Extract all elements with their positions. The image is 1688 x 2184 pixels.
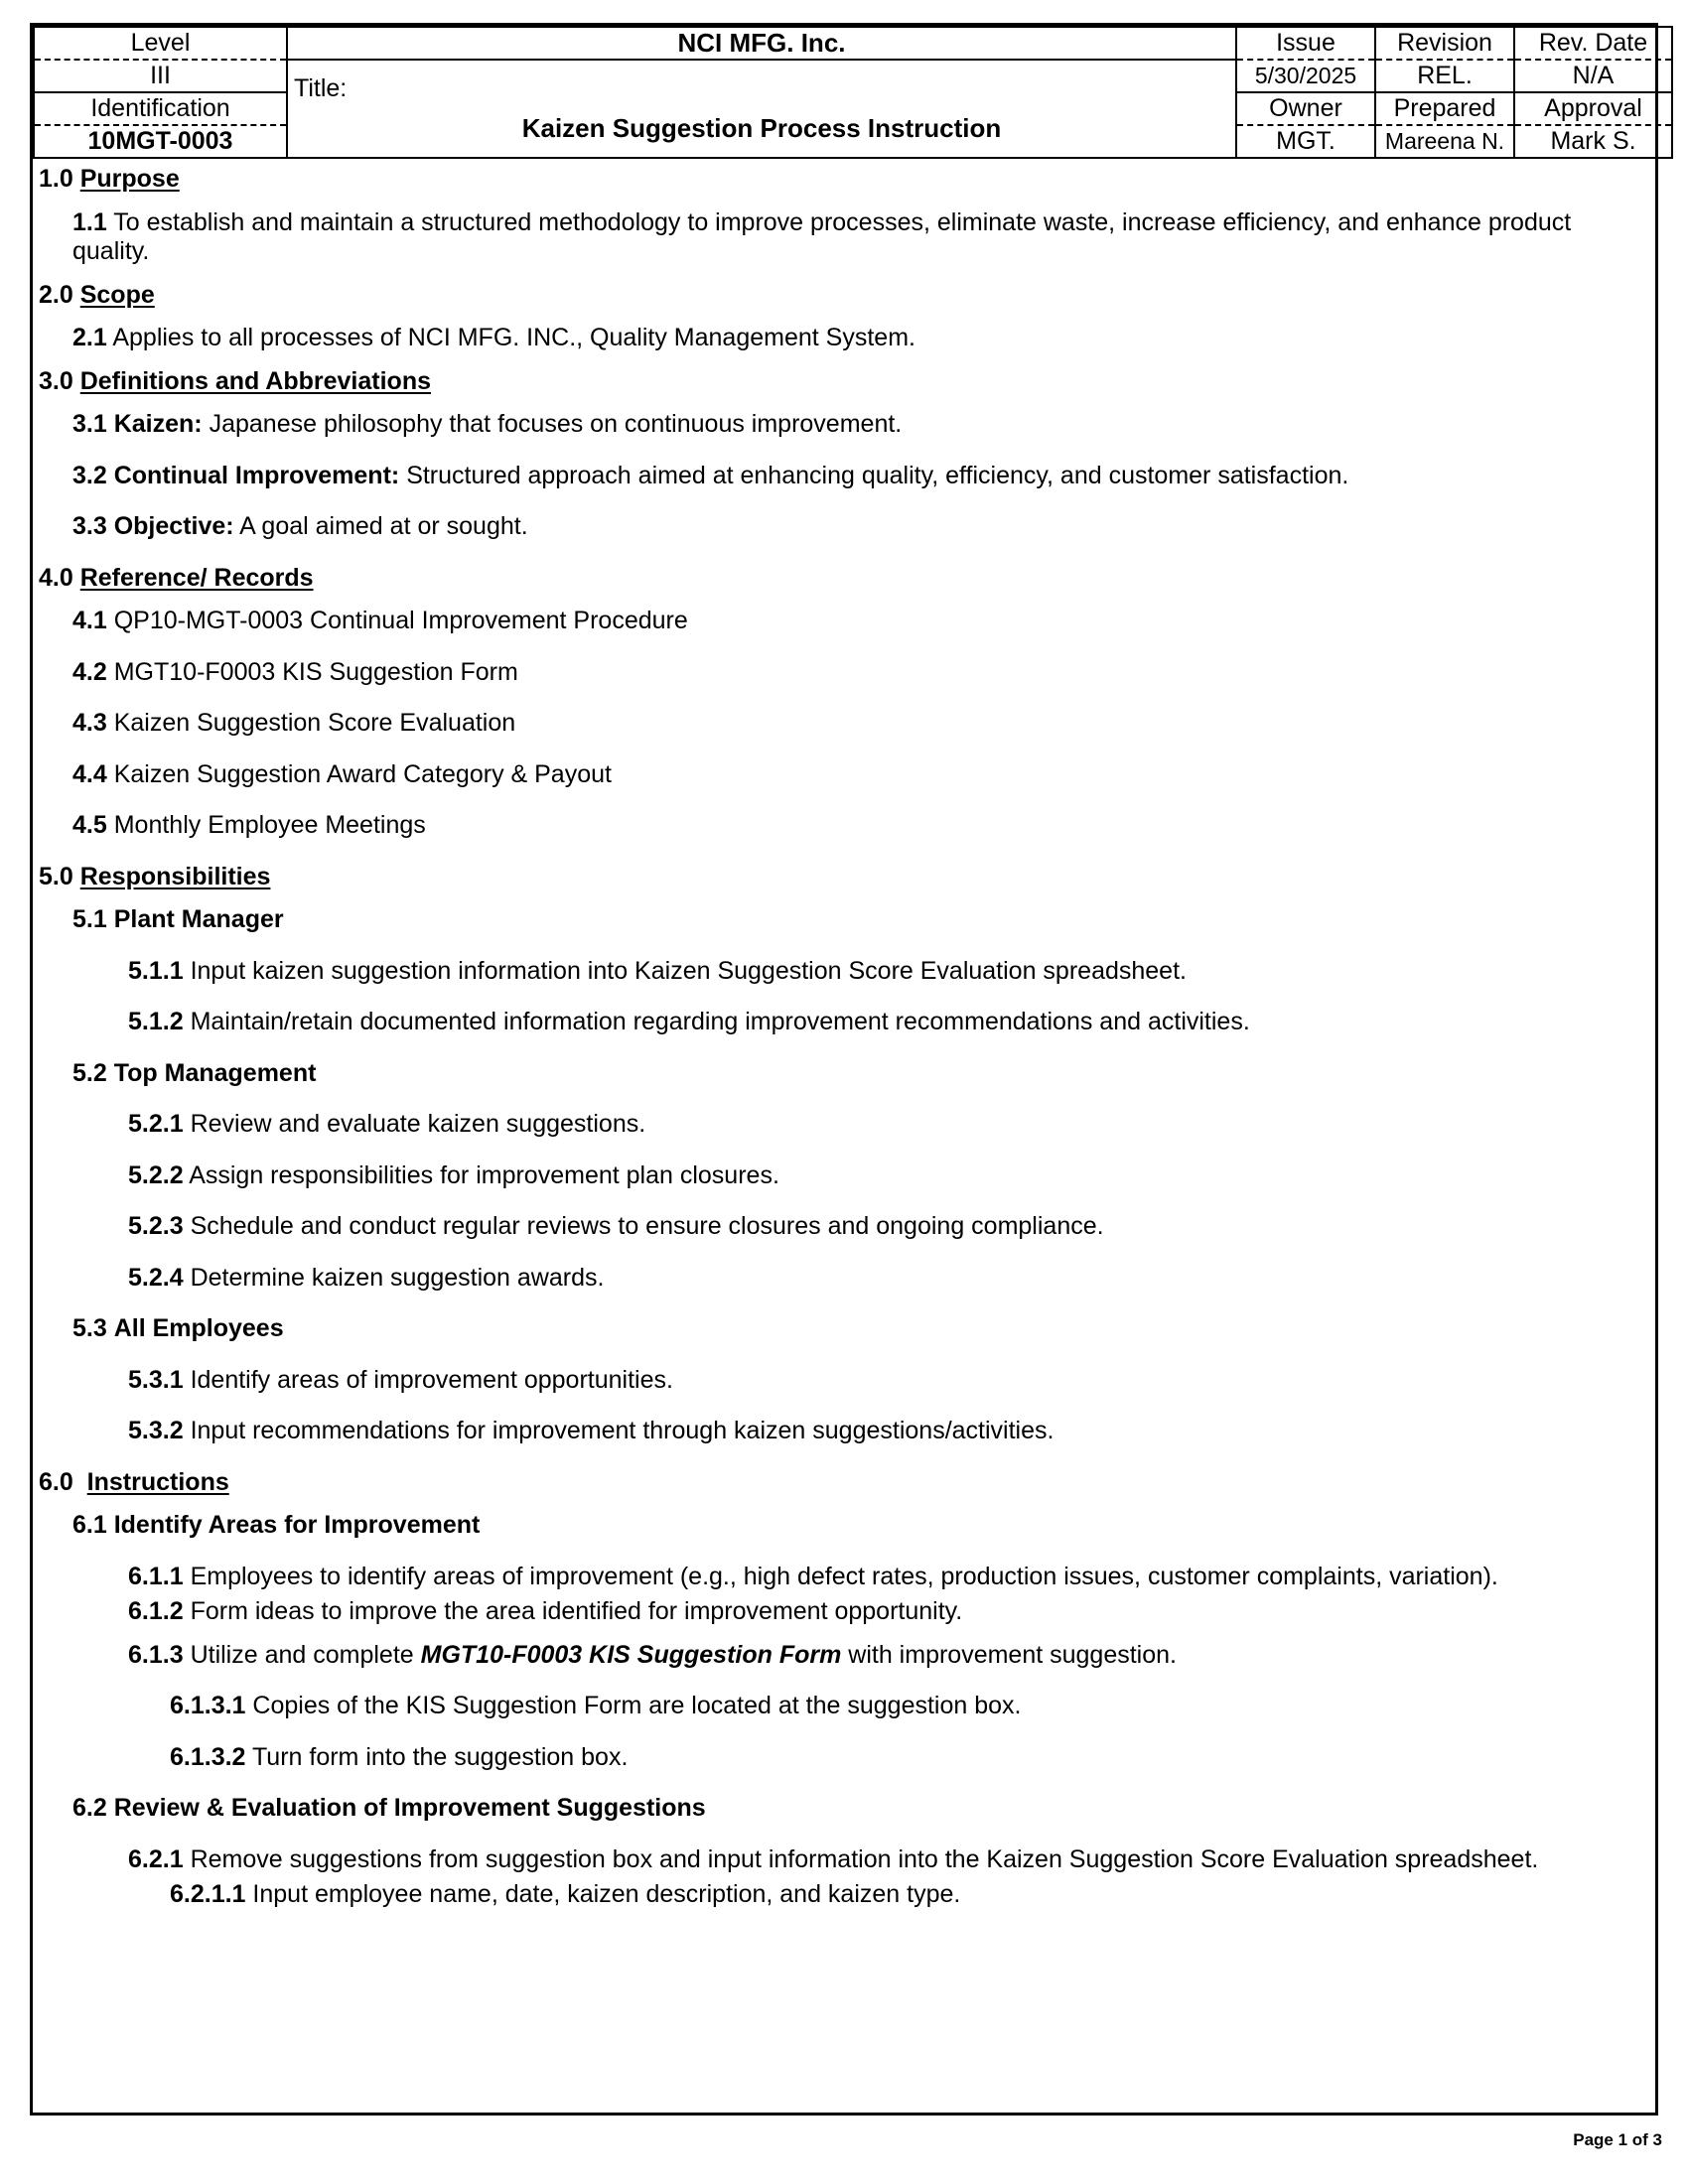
clause-5-2-1: 5.2.1 Review and evaluate kaizen suggestions. — [128, 1110, 646, 1138]
header-issue-label: Issue — [1236, 27, 1375, 60]
clause-6-1-2: 6.1.2 Form ideas to improve the area identified for improvement opportunity. — [128, 1597, 963, 1625]
header-row-2 — [34, 60, 1672, 92]
header-issue-value: 5/30/2025 — [1236, 60, 1375, 92]
clause-3-1: 3.1 Kaizen: Japanese philosophy that focuses on continuous improvement. — [72, 410, 903, 438]
header-company-name: NCI MFG. Inc. — [287, 27, 1236, 60]
section-heading-purpose: 1.0 Purpose — [39, 165, 180, 193]
header-prepared-label: Prepared — [1375, 92, 1514, 125]
clause-6-1-1: 6.1.1 Employees to identify areas of improvement (e.g., high defect rates, production issues, customer complaints, variation). — [128, 1562, 1498, 1590]
section-heading-responsibilities: 5.0 Responsibilities — [39, 862, 271, 890]
clause-5-1-1: 5.1.1 Input kaizen suggestion information into Kaizen Suggestion Score Evaluation spreadsheet. — [128, 956, 1187, 985]
clause-6-1-3: 6.1.3 Utilize and complete MGT10-F0003 KIS Suggestion Form with improvement suggestion. — [128, 1640, 1177, 1669]
header-revision-label: Revision — [1375, 27, 1514, 60]
header-revdate-label: Rev. Date — [1514, 27, 1672, 60]
header-approval-label: Approval — [1514, 92, 1672, 125]
section-heading-references: 4.0 Reference/ Records — [39, 563, 314, 592]
clause-6-2-1: 6.2.1 Remove suggestions from suggestion box and input information into the Kaizen Suggestion Score Evaluation spreadsheet. — [128, 1844, 1539, 1873]
clause-5-3-1: 5.3.1 Identify areas of improvement opportunities. — [128, 1365, 673, 1394]
header-owner-label: Owner — [1236, 92, 1375, 125]
clause-6-2-1-1: 6.2.1.1 Input employee name, date, kaizen description, and kaizen type. — [170, 1880, 961, 1908]
clause-5-1-2: 5.1.2 Maintain/retain documented information regarding improvement recommendations and activities. — [128, 1008, 1250, 1035]
section-heading-scope: 2.0 Scope — [39, 280, 155, 309]
clause-4-2: 4.2 MGT10-F0003 KIS Suggestion Form — [72, 657, 518, 686]
subsection-6-1-identify-areas: 6.1 Identify Areas for Improvement — [72, 1511, 481, 1539]
clause-5-2-3: 5.2.3 Schedule and conduct regular reviews to ensure closures and ongoing compliance. — [128, 1212, 1104, 1240]
header-identification-value: 10MGT-0003 — [34, 125, 287, 158]
clause-3-3: 3.3 Objective: A goal aimed at or sought. — [72, 512, 528, 540]
header-prepared-value: Mareena N. — [1375, 125, 1514, 158]
header-row-1 — [34, 27, 1672, 60]
document-body — [33, 159, 1655, 1910]
header-revdate-value: N/A — [1514, 60, 1672, 92]
subsection-6-2-review-evaluation: 6.2 Review & Evaluation of Improvement Suggestions — [72, 1794, 706, 1822]
clause-2-1: 2.1 Applies to all processes of NCI MFG. INC., Quality Management System. — [72, 324, 915, 351]
section-heading-definitions: 3.0 Definitions and Abbreviations — [39, 366, 431, 395]
document-header-table — [33, 26, 1673, 159]
clause-3-2: 3.2 Continual Improvement: Structured approach aimed at enhancing quality, efficiency, and customer satisfaction. — [72, 461, 1349, 489]
header-revision-value: REL. — [1375, 60, 1514, 92]
subsection-5-2-top-management: 5.2 Top Management — [72, 1058, 317, 1087]
clause-4-3: 4.3 Kaizen Suggestion Score Evaluation — [72, 709, 516, 737]
clause-4-5: 4.5 Monthly Employee Meetings — [72, 811, 426, 839]
clause-5-2-4: 5.2.4 Determine kaizen suggestion awards. — [128, 1263, 605, 1292]
header-level-label: Level — [34, 27, 287, 60]
subsection-5-1-plant-manager: 5.1 Plant Manager — [72, 905, 284, 933]
clause-6-1-3-2: 6.1.3.2 Turn form into the suggestion box. — [170, 1742, 629, 1771]
section-heading-instructions: 6.0 Instructions — [39, 1467, 229, 1496]
header-owner-value: MGT. — [1236, 125, 1375, 158]
clause-6-1-3-1: 6.1.3.1 Copies of the KIS Suggestion Form are located at the suggestion box. — [170, 1692, 1022, 1719]
header-title-label: Title: — [294, 74, 348, 103]
clause-5-3-2: 5.3.2 Input recommendations for improvement through kaizen suggestions/activities. — [128, 1417, 1055, 1444]
clause-4-1: 4.1 QP10-MGT-0003 Continual Improvement Procedure — [72, 607, 688, 634]
clause-5-2-2: 5.2.2 Assign responsibilities for improvement plan closures. — [128, 1160, 779, 1189]
subsection-5-3-all-employees: 5.3 All Employees — [72, 1314, 284, 1342]
clause-1-1: 1.1 To establish and maintain a structured methodology to improve processes, eliminate waste, increase efficiency, and enhance product quality. — [72, 207, 1572, 265]
page-number-footer: Page 1 of 3 — [1573, 2130, 1662, 2149]
header-title-cell — [287, 60, 1236, 158]
header-identification-label: Identification — [34, 92, 287, 125]
header-approval-value: Mark S. — [1514, 125, 1672, 158]
clause-4-4: 4.4 Kaizen Suggestion Award Category & Payout — [72, 759, 612, 788]
header-level-value: III — [34, 60, 287, 92]
header-document-title: Kaizen Suggestion Process Instruction — [521, 113, 1002, 144]
document-page — [30, 23, 1658, 2116]
